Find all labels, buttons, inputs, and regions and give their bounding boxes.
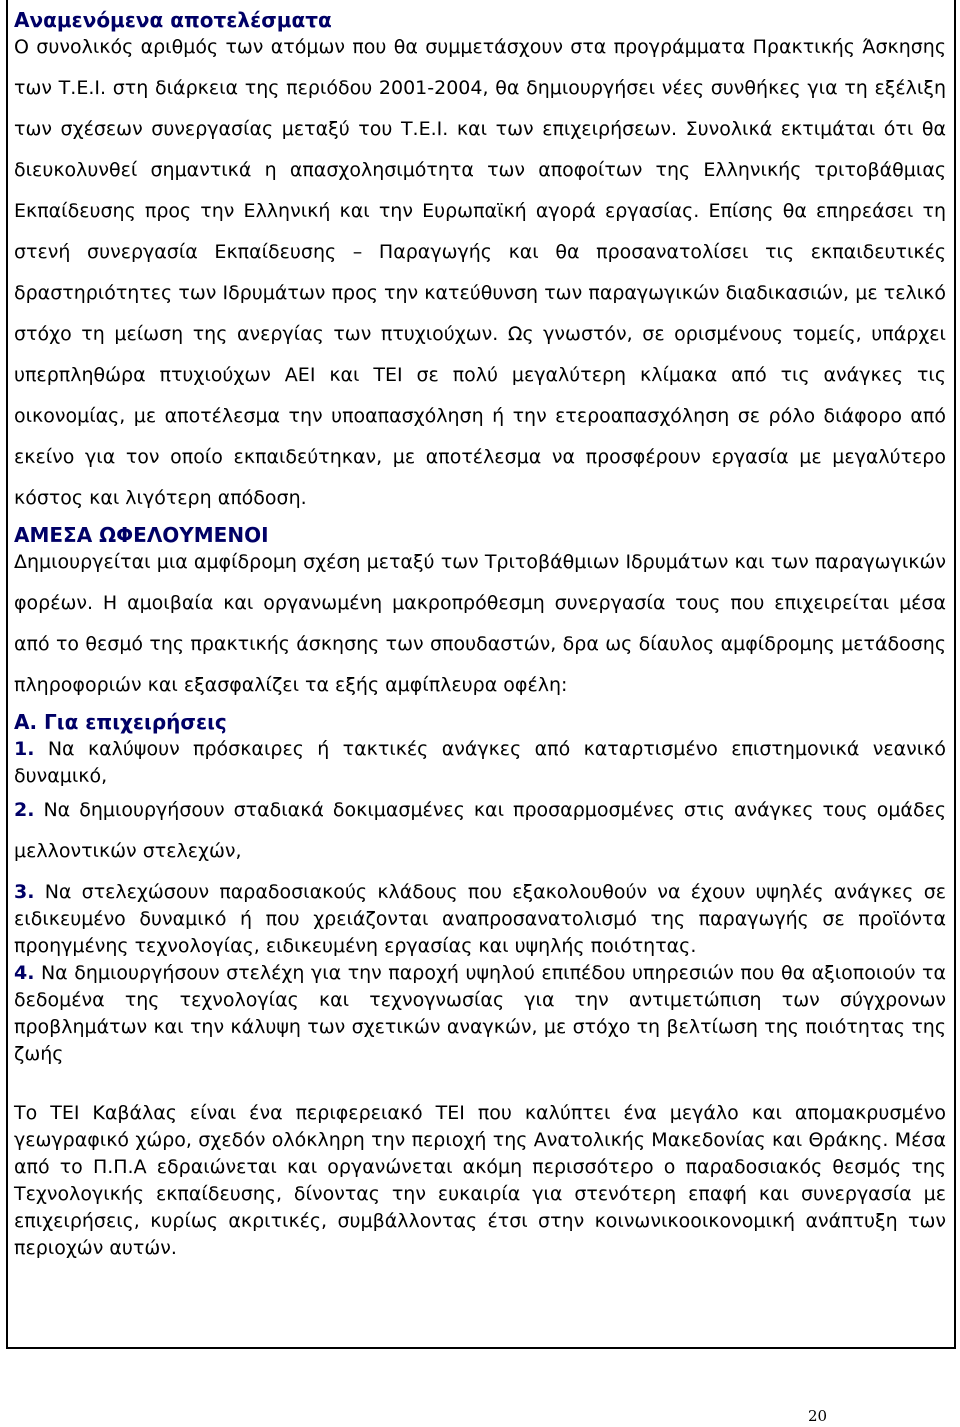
businesses-heading-text: Για επιχειρήσεις [37, 710, 227, 734]
page-number: 20 [808, 1407, 828, 1425]
benefit-item-2 [14, 790, 946, 872]
page-border-bottom [6, 1347, 956, 1349]
beneficiaries-heading: ΑΜΕΣΑ ΩΦΕΛΟΥΜΕΝΟΙ [14, 523, 269, 547]
kavala-paragraph: Το ΤΕΙ Καβάλας είναι ένα περιφερειακό ΤΕΙ που καλύπτει ένα μεγάλο και απομακρυσμένο γεωγραφικό χώρο, σχεδόν ολόκληρη την περιοχή της Ανατολικής Μακεδονίας και Θράκης. Μέσα από το Π.Π.Α εδραιώνεται και οργανώνεται ακόμη περισσότερο ο παραδοσιακός θεσμός της Τεχνολογικής εκπαίδευσης, δίνοντας την ευκαιρία για στενότερη επαφή και συνεργασία με επιχειρήσεις, κυρίως ακριτικές, συμβάλλοντας έτσι στην κοινωνικοοικονομική ανάπτυξη των περιοχών αυτών. [14, 1102, 946, 1259]
benefit-item-number: 1. [14, 738, 35, 760]
section-spacer [14, 1068, 946, 1090]
benefit-item-3 [14, 879, 946, 960]
benefit-item-4 [14, 960, 946, 1068]
page-content [14, 6, 946, 1262]
beneficiaries-paragraph: Δημιουργείται μια αμφίδρομη σχέση μεταξύ των Τριτοβάθμιων Ιδρυμάτων και των παραγωγικών φορέων. Η αμοιβαία και οργανωμένη μακροπρόθεσμη συνεργασία τους που επιχειρείται μέσα από το θεσμό της πρακτικής άσκησης των σπουδαστών, δρα ως δίαυλος αμφίδρομης μετάδοσης πληροφοριών και εξασφαλίζει τα εξής αμφίπλευρα οφέλη: [14, 551, 946, 696]
results-heading: Αναμενόμενα αποτελέσματα [14, 8, 332, 32]
benefit-item-text: Να δημιουργήσουν στελέχη για την παροχή υψηλού επιπέδου υπηρεσιών που θα αξιοποιούν τα δεδομένα της τεχνολογίας και τεχνογνωσίας για την αντιμετώπιση των σύγχρονων προβλημάτων και την κάλυψη των σχετικών αναγκών, με στόχο τη βελτίωση της ποιότητας της ζωής [14, 962, 946, 1065]
businesses-heading [14, 708, 946, 736]
benefit-item-number: 3. [14, 881, 35, 903]
results-paragraph: Ο συνολικός αριθμός των ατόμων που θα συμμετάσχουν στα προγράμματα Πρακτικής Άσκησης των Τ.Ε.Ι. στη διάρκεια της περιόδου 2001-2004, θα δημιουργήσει νέες συνθήκες για τη εξέλιξη των σχέσεων συνεργασίας μεταξύ του Τ.Ε.Ι. και των επιχειρήσεων. Συνολικά εκτιμάται ότι θα διευκολυνθεί σημαντικά η απασχολησιμότητα των αποφοίτων της Ελληνικής τριτοβάθμιας Εκπαίδευσης προς την Ελληνική και την Ευρωπαϊκή αγορά εργασίας. Επίσης θα επηρεάσει τη στενή συνεργασία Εκπαίδευσης – Παραγωγής και θα προσανατολίσει τις εκπαιδευτικές δραστηριότητες των Ιδρυμάτων προς την κατεύθυνση των παραγωγικών διαδικασιών, με τελικό στόχο τη μείωση της ανεργίας των πτυχιούχων. Ως γνωστόν, σε ορισμένους τομείς, υπάρχει υπερπληθώρα πτυχιούχων ΑΕΙ και ΤΕΙ σε πολύ μεγαλύτερη κλίμακα από τις ανάγκες τις οικονομίας, με αποτέλεσμα την υποαπασχόληση ή την ετεροαπασχόληση σε ρόλο διάφορο από εκείνο για τον οποίο εκπαιδεύτηκαν, με αποτέλεσμα να προσφέρουν εργασία με μεγαλύτερο κόστος και λιγότερη απόδοση. [14, 36, 946, 509]
benefit-item-number: 2. [14, 799, 35, 821]
benefit-item-text: Να στελεχώσουν παραδοσιακούς κλάδους που εξακολουθούν να έχουν υψηλές ανάγκες σε ειδικευμένο δυναμικό ή που χρειάζονται αναπροσανατολισμό της παραγωγής σε προϊόντα προηγμένης τεχνολογίας, ειδικευμένη εργασίας και υψηλής ποιότητας. [14, 881, 946, 957]
benefit-item-text: Να καλύψουν πρόσκαιρες ή τακτικές ανάγκες από καταρτισμένο επιστημονικά νεανικό δυναμικό, [14, 738, 946, 787]
page-border-left [6, 0, 8, 1349]
benefit-item-1 [14, 736, 946, 790]
benefit-item-number: 4. [14, 962, 35, 984]
benefit-item-text: Να δημιουργήσουν σταδιακά δοκιμασμένες και προσαρμοσμένες στις ανάγκες τους ομάδες μελλοντικών στελεχών, [14, 799, 946, 862]
page-border-right [954, 0, 956, 1349]
businesses-heading-prefix: Α. [14, 710, 38, 734]
